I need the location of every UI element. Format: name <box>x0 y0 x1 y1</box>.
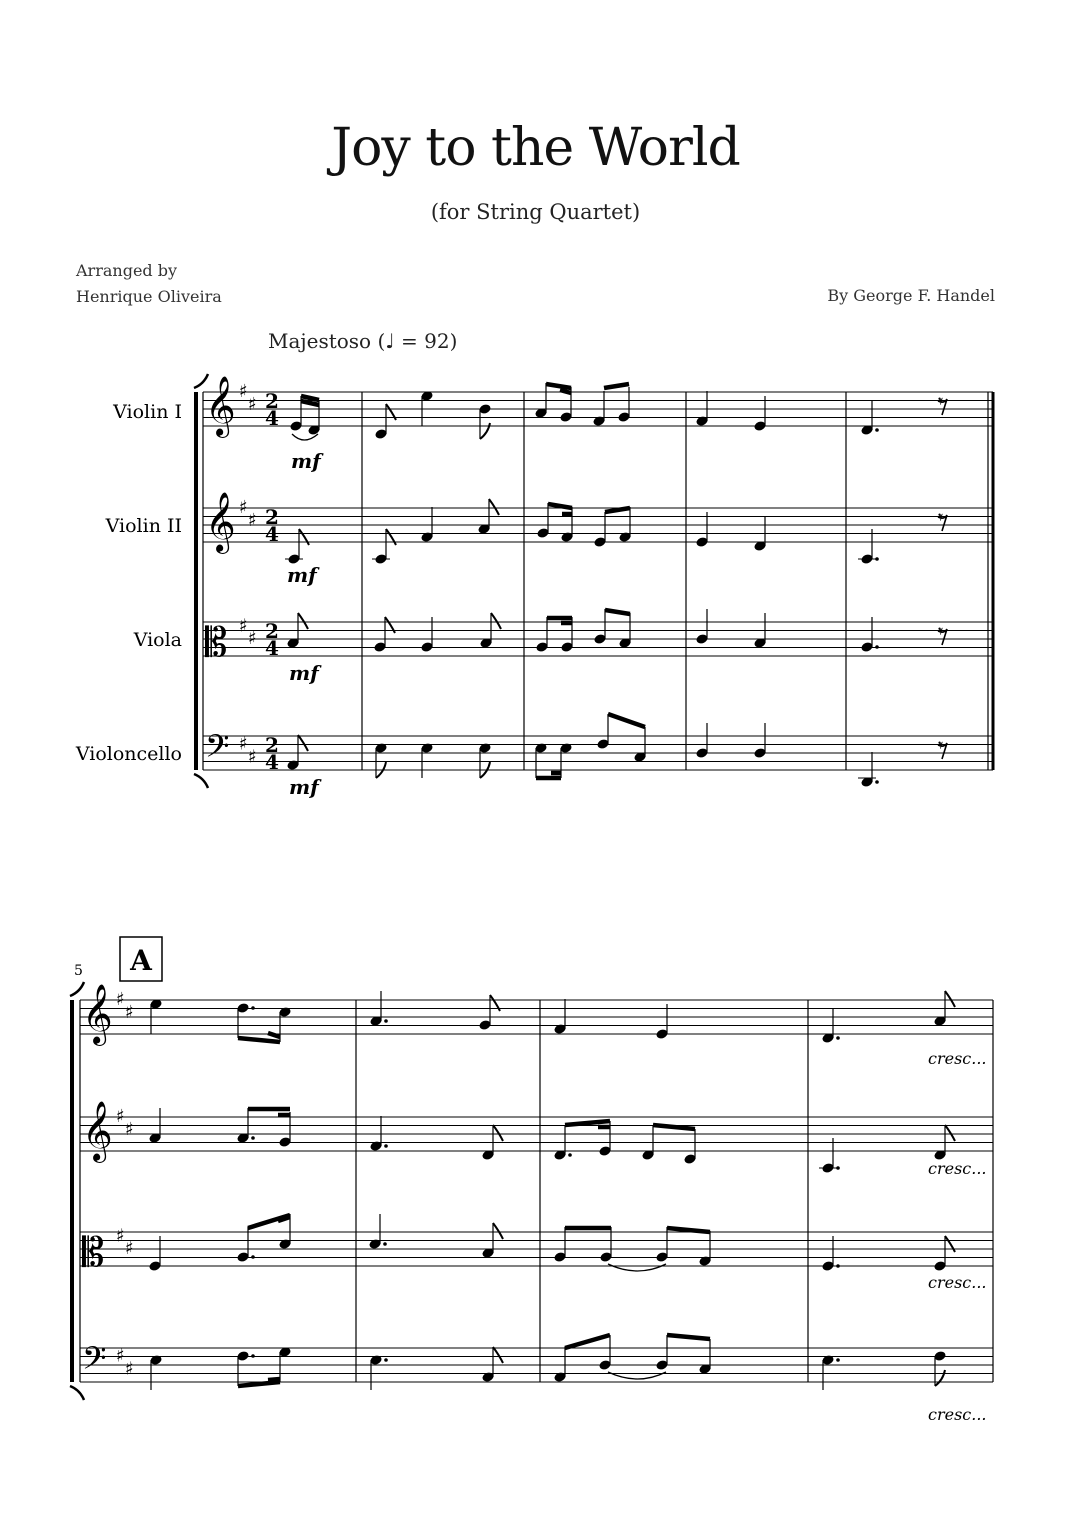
time-signature-top: 2 <box>265 505 279 529</box>
note-dot <box>384 1144 388 1148</box>
note-beam <box>546 384 571 388</box>
sharp-sign: ♯ <box>248 509 257 531</box>
note-beam <box>560 390 571 393</box>
cresc-text: cresc... <box>928 1273 987 1292</box>
tempo-value: = 92) <box>394 329 458 353</box>
note-dot <box>875 428 879 432</box>
eighth-rest: 𝄾 <box>938 389 944 413</box>
sharp-sign: ♯ <box>116 1225 125 1247</box>
note-beam <box>605 508 630 512</box>
note-flag <box>298 613 308 629</box>
note-flag <box>386 529 396 545</box>
note-dot <box>568 1153 572 1157</box>
sharp-sign: ♯ <box>248 393 257 415</box>
sharp-sign: ♯ <box>116 1106 125 1127</box>
label-violin-1: Violin I <box>113 401 182 423</box>
dynamic-mf: mf <box>287 563 317 587</box>
treble-clef: 𝄞 <box>205 376 236 436</box>
note-flag <box>945 1236 955 1252</box>
arranger-label: Arranged by <box>76 261 178 280</box>
note-flag <box>935 1370 945 1386</box>
sharp-sign: ♯ <box>239 381 248 402</box>
time-signature-bottom: 4 <box>265 406 279 430</box>
note-beam <box>565 1121 610 1125</box>
note-dot <box>836 1264 840 1268</box>
treble-clef: 𝄞 <box>205 492 236 552</box>
tie <box>608 1264 666 1271</box>
note-beam <box>605 610 630 614</box>
sharp-sign: ♯ <box>239 733 248 755</box>
slur <box>292 434 318 440</box>
label-viola: Viola <box>133 629 182 651</box>
sharp-sign: ♯ <box>116 989 125 1010</box>
dynamic-mf: mf <box>291 449 321 473</box>
dynamic-mf: mf <box>289 775 319 799</box>
piece-subtitle: (for String Quartet) <box>430 200 641 224</box>
dynamic-mf: mf <box>289 661 319 685</box>
sharp-sign: ♯ <box>239 615 248 637</box>
treble-clef: 𝄞 <box>82 1101 113 1161</box>
bass-clef: 𝄢 <box>205 728 230 772</box>
note-beam <box>667 1335 710 1339</box>
arranger-name: Henrique Oliveira <box>76 287 222 306</box>
note-dot <box>251 1354 255 1358</box>
sharp-sign: ♯ <box>125 1001 134 1023</box>
note-dot <box>875 645 879 649</box>
note-dot <box>384 1019 388 1023</box>
note-beam <box>604 384 629 388</box>
time-signature-bottom: 4 <box>265 750 279 774</box>
note-beam <box>238 1038 280 1042</box>
sharp-sign: ♯ <box>125 1118 134 1140</box>
note-beam <box>565 1335 610 1348</box>
note-flag <box>493 1125 503 1141</box>
note-beam <box>608 714 645 727</box>
note-flag <box>298 735 308 751</box>
rehearsal-mark: A <box>130 944 152 977</box>
note-dot <box>251 1136 255 1140</box>
note-flag <box>493 1347 503 1363</box>
sharp-sign: ♯ <box>248 746 257 768</box>
bass-clef: 𝄢 <box>82 1340 107 1384</box>
sharp-sign: ♯ <box>125 1358 134 1380</box>
tempo-text: Majestoso ( <box>268 329 386 353</box>
quarter-note-icon: ♩ <box>385 329 395 353</box>
label-violoncello: Violoncello <box>75 743 182 765</box>
label-violin-2: Violin II <box>105 515 182 537</box>
note-dot <box>251 1006 255 1010</box>
time-signature-top: 2 <box>265 619 279 643</box>
note-flag <box>489 499 499 515</box>
sharp-sign: ♯ <box>116 1345 125 1367</box>
composer-credit: By George F. Handel <box>827 286 995 305</box>
eighth-rest: 𝄾 <box>938 619 944 643</box>
note-dot <box>251 1255 255 1259</box>
note-beam <box>268 1379 280 1380</box>
note-dot <box>836 1036 840 1040</box>
time-signature-bottom: 4 <box>265 522 279 546</box>
note-beam <box>238 1382 280 1386</box>
bracket-hook <box>194 774 208 788</box>
note-dot <box>384 1358 388 1362</box>
note-flag <box>945 1125 955 1141</box>
note-dot <box>383 1242 387 1246</box>
sharp-sign: ♯ <box>248 628 257 649</box>
piece-title: Joy to the World <box>331 118 740 178</box>
note-dot <box>836 1358 840 1362</box>
note-beam <box>548 504 572 508</box>
eighth-rest: 𝄾 <box>938 505 944 529</box>
time-signature-top: 2 <box>265 389 279 413</box>
note-beam <box>667 1228 710 1232</box>
note-flag <box>945 991 955 1007</box>
note-flag <box>493 1223 503 1239</box>
cresc-text: cresc... <box>928 1159 987 1178</box>
note-flag <box>299 529 309 545</box>
cresc-text: cresc... <box>928 1049 987 1068</box>
sharp-sign: ♯ <box>125 1238 134 1259</box>
time-signature-top: 2 <box>265 733 279 757</box>
alto-clef: 𝄡 <box>82 1230 105 1276</box>
eighth-rest: 𝄾 <box>938 733 944 757</box>
alto-clef: 𝄡 <box>205 620 228 666</box>
cresc-text: cresc... <box>928 1405 987 1424</box>
time-signature-bottom: 4 <box>265 636 279 660</box>
sharp-sign: ♯ <box>239 497 248 518</box>
treble-clef: 𝄞 <box>82 984 113 1044</box>
note-dot <box>875 780 879 784</box>
note-flag <box>480 423 490 439</box>
note-flag <box>491 613 501 629</box>
measure-number: 5 <box>74 963 83 979</box>
bracket-hook <box>70 1386 84 1400</box>
